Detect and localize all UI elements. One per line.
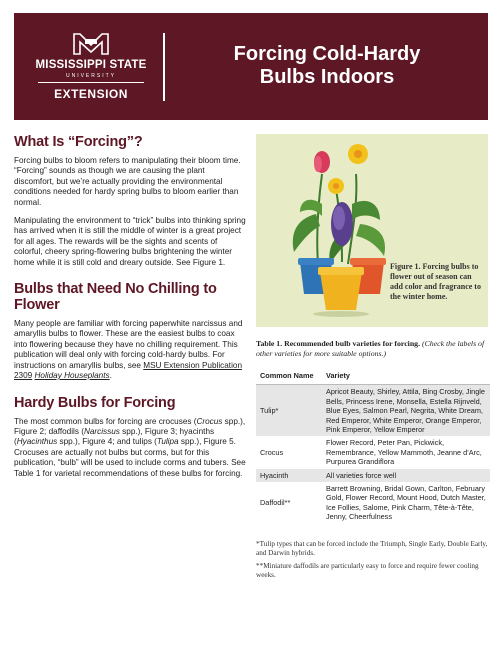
table-cell-variety: Barrett Browning, Bridal Gown, Carlton, February Gold, Flower Record, Mount Hood, Dutch Master, Ice Follies, Salome, Pink Charm, Tête-à-Tête, Jenny, Cheerfulness	[326, 484, 486, 522]
hardy-text-3: spp.), Figure 3; hyacinths (	[14, 426, 215, 447]
table-header-row	[256, 367, 490, 385]
bulb-varieties-table	[256, 367, 490, 524]
hardy-text-1: The most common bulbs for forcing are crocuses (	[14, 416, 197, 426]
heading-hardy-bulbs: Hardy Bulbs for Forcing	[14, 394, 176, 411]
figure-1-photo	[256, 134, 488, 327]
table-footnote-tulip: *Tulip types that can be forced include the Triumph, Single Early, Double Early, and Darwin hybrids.	[256, 540, 488, 558]
page-title	[177, 43, 477, 89]
left-column	[14, 134, 246, 479]
heading-what-is-forcing: What Is “Forcing”?	[14, 134, 143, 150]
logo-rule	[38, 82, 144, 83]
holiday-houseplants-link[interactable]: Holiday Houseplants	[34, 371, 110, 381]
table-cell-variety: All varieties force well	[322, 469, 490, 482]
table-title-bold: Table 1. Recommended bulb varieties for forcing.	[256, 339, 421, 348]
table-row	[256, 482, 490, 524]
table-cell-name: Daffodil**	[260, 498, 291, 508]
column-header-common-name: Common Name	[256, 367, 322, 385]
heading-no-chilling: Bulbs that Need No Chilling to Flower	[14, 281, 217, 314]
table-cell-name: Hyacinth	[256, 469, 322, 482]
table-row	[256, 469, 490, 482]
no-chilling-paragraph	[14, 319, 246, 381]
forcing-paragraph-1: Forcing bulbs to bloom refers to manipulating their bloom time. “Forcing” sounds as though we are causing the plant discomfort, but we’re actually providing the environmental conditions needed for hardy spring bulbs to bloom earlier than normal.	[14, 156, 241, 207]
table-cell-variety: Flower Record, Peter Pan, Pickwick, Remembrance, Yellow Mammoth, Jeanne d’Arc, Purpurea Grandiflora	[326, 438, 482, 467]
tulipa-genus: Tulipa	[156, 437, 179, 447]
table-cell-variety: Apricot Beauty, Shirley, Attila, Bing Crosby, Jingle Bells, Princess Irene, Monsella, Estella Rijnveld, Blue Eyes, Salmon Pearl, Negrita, White Dream, Red Emperor, White Emperor, Orange Emperor, Pink Emperor, Yellow Emperor	[322, 385, 490, 437]
narcissus-genus: Narcissus	[83, 426, 120, 436]
msu-extension-logo	[32, 31, 150, 106]
header-divider	[163, 33, 165, 101]
table-cell-name: Crocus	[260, 447, 284, 457]
hardy-bulbs-paragraph	[14, 417, 246, 479]
msu-publication-link[interactable]: MSU Extension Publication 2309	[14, 360, 243, 381]
no-chilling-text: Many people are familiar with forcing paperwhite narcissus and amaryllis bulbs to flower. These are the easiest bulbs to coax into flowering because they have no chilling requirement. This publication will deal only with forcing cold-hardy bulbs. For instructions on amaryllis bulbs, see	[14, 319, 243, 370]
hyacinthus-genus: Hyacinthus	[16, 437, 58, 447]
msu-m-logo-icon	[72, 31, 110, 55]
table-row	[256, 385, 490, 437]
logo-university-text: UNIVERSITY	[65, 73, 116, 79]
logo-brand-text: MISSISSIPPI STATE	[35, 59, 147, 71]
table-row	[256, 436, 490, 468]
title-line-2: Bulbs Indoors	[259, 66, 395, 88]
title-line-1: Forcing Cold-Hardy	[233, 43, 421, 65]
crocus-genus: Crocus	[196, 416, 223, 426]
no-chilling-end: .	[109, 371, 112, 381]
table-cell-name: Tulip*	[256, 385, 322, 437]
header-banner	[14, 13, 488, 120]
hardy-text-5: spp.), Figure 5. Crocuses are actually not bulbs but corms, but for this publication, “bulb” will be used to include corms and tubers. See Table 1 for varietal recommendations of these bulbs for forcing.	[14, 437, 246, 478]
table-1-title	[256, 339, 492, 359]
hardy-text-4: spp.), Figure 4; and tulips (	[57, 437, 157, 447]
table-title-note: (Check the labels of other varieties for more suitable options.)	[256, 339, 485, 358]
hardy-text-2: spp.), Figure 2; daffodils (	[14, 416, 246, 436]
logo-extension-text: EXTENSION	[54, 87, 128, 101]
column-header-variety: Variety	[322, 367, 490, 385]
figure-1-caption: Figure 1. Forcing bulbs to flower out of season can add color and fragrance to the winter home.	[390, 262, 481, 301]
forcing-paragraph-2: Manipulating the environment to “trick” bulbs into thinking spring has arrived when it is still the middle of winter is a great project for all ages. The rewards will be the sights and scents of colorful, cheery spring-flowering bulbs brightening the winter home while it is still cold and dreary outside. See Figure 1.	[14, 216, 246, 267]
table-footnote-daffodil: **Miniature daffodils are particularly easy to force and require fewer cooling weeks.	[256, 562, 479, 580]
